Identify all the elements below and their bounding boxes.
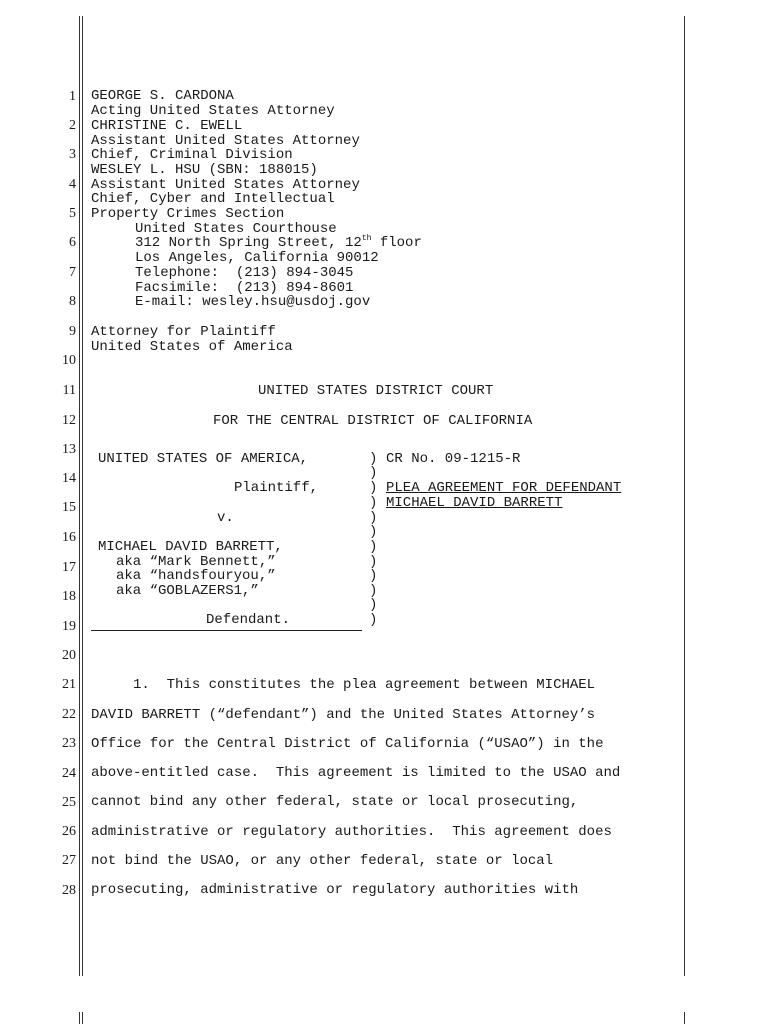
line-number: 7 (69, 265, 76, 280)
attorney-name-hsu: WESLEY L. HSU (SBN: 188015) (91, 162, 318, 178)
defendant-aka: aka “handsfouryou,” (116, 568, 276, 584)
line-number: 19 (62, 619, 76, 634)
body-line: not bind the USAO, or any other federal, state or local (91, 853, 554, 869)
line-number: 15 (62, 500, 76, 515)
line-number: 11 (62, 383, 76, 398)
caption-paren: ) (369, 524, 378, 540)
line-number: 5 (69, 206, 76, 221)
court-district: FOR THE CENTRAL DISTRICT OF CALIFORNIA (213, 413, 533, 429)
attorney-title: Chief, Criminal Division (91, 147, 293, 163)
case-number: CR No. 09-1215-R (386, 451, 521, 467)
defendant-aka: aka “GOBLAZERS1,” (116, 583, 259, 599)
line-number: 27 (62, 853, 76, 868)
left-margin-rule-outer-next-page (79, 1012, 80, 1024)
caption-paren: ) (369, 480, 378, 496)
attorney-name-cardona: GEORGE S. CARDONA (91, 88, 234, 104)
versus: v. (217, 510, 234, 526)
line-number: 3 (69, 147, 76, 162)
line-number: 16 (62, 530, 76, 545)
attorney-title: Assistant United States Attorney (91, 133, 360, 149)
body-line: Office for the Central District of California (“USAO”) in the (91, 736, 604, 752)
line-number: 18 (62, 589, 76, 604)
caption-paren: ) (369, 554, 378, 570)
plaintiff-role: Plaintiff, (234, 480, 319, 496)
address-facsimile: Facsimile: (213) 894-8601 (135, 280, 354, 296)
caption-paren: ) (369, 451, 378, 467)
address-city: Los Angeles, California 90012 (135, 250, 379, 266)
client-name: United States of America (91, 339, 293, 355)
left-margin-rule-outer (79, 16, 80, 976)
line-number: 8 (69, 294, 76, 309)
attorney-title: Chief, Cyber and Intellectual (91, 191, 335, 207)
left-margin-rule-inner (82, 16, 83, 976)
right-margin-rule (684, 16, 685, 976)
line-number: 24 (62, 766, 76, 781)
line-number: 20 (62, 648, 76, 663)
right-margin-rule-next-page (684, 1012, 685, 1024)
defendant-role: Defendant. (206, 612, 291, 628)
caption-paren: ) (369, 465, 378, 481)
address-courthouse: United States Courthouse (135, 221, 337, 237)
line-number: 26 (62, 824, 76, 839)
caption-paren: ) (369, 495, 378, 511)
line-number: 14 (62, 471, 76, 486)
line-number: 22 (62, 707, 76, 722)
caption-paren: ) (369, 510, 378, 526)
body-line: above-entitled case. This agreement is limited to the USAO and (91, 765, 621, 781)
body-line: DAVID BARRETT (“defendant”) and the United States Attorney’s (91, 707, 596, 723)
caption-paren: ) (369, 583, 378, 599)
court-name: UNITED STATES DISTRICT COURT (258, 383, 494, 399)
line-number: 17 (62, 560, 76, 575)
caption-paren: ) (369, 597, 378, 613)
line-number: 13 (62, 442, 76, 457)
address-telephone: Telephone: (213) 894-3045 (135, 265, 354, 281)
attorney-title: Property Crimes Section (91, 206, 285, 222)
body-line: cannot bind any other federal, state or local prosecuting, (91, 794, 579, 810)
caption-paren: ) (369, 612, 378, 628)
line-number: 1 (69, 89, 76, 104)
defendant-aka: aka “Mark Bennett,” (116, 554, 276, 570)
attorney-name-ewell: CHRISTINE C. EWELL (91, 118, 243, 134)
line-number: 25 (62, 795, 76, 810)
body-line: administrative or regulatory authorities. This agreement does (91, 824, 612, 840)
caption-underline (91, 630, 362, 631)
line-number: 9 (69, 324, 76, 339)
caption-paren: ) (369, 539, 378, 555)
left-margin-rule-inner-next-page (82, 1012, 83, 1024)
attorney-for: Attorney for Plaintiff (91, 324, 276, 340)
line-number: 2 (69, 118, 76, 133)
address-email: E-mail: wesley.hsu@usdoj.gov (135, 294, 371, 310)
line-number: 10 (62, 353, 76, 368)
plaintiff-name: UNITED STATES OF AMERICA, (98, 451, 309, 467)
caption-paren: ) (369, 568, 378, 584)
line-number: 4 (69, 177, 76, 192)
attorney-title: Acting United States Attorney (91, 103, 335, 119)
body-line: 1. This constitutes the plea agreement between MICHAEL (91, 677, 596, 693)
body-line: prosecuting, administrative or regulatory authorities with (91, 882, 579, 898)
document-title-line-2: MICHAEL DAVID BARRETT (386, 495, 563, 511)
line-number: 6 (69, 235, 76, 250)
address-street-superscript: th (361, 234, 372, 243)
document-title-line-1: PLEA AGREEMENT FOR DEFENDANT (386, 480, 622, 496)
line-number: 21 (62, 677, 76, 692)
attorney-title: Assistant United States Attorney (91, 177, 360, 193)
line-number: 23 (62, 736, 76, 751)
defendant-name: MICHAEL DAVID BARRETT, (98, 539, 283, 555)
line-number: 12 (62, 413, 76, 428)
line-number: 28 (62, 883, 76, 898)
address-street: 312 North Spring Street, 12th floor (135, 234, 422, 251)
